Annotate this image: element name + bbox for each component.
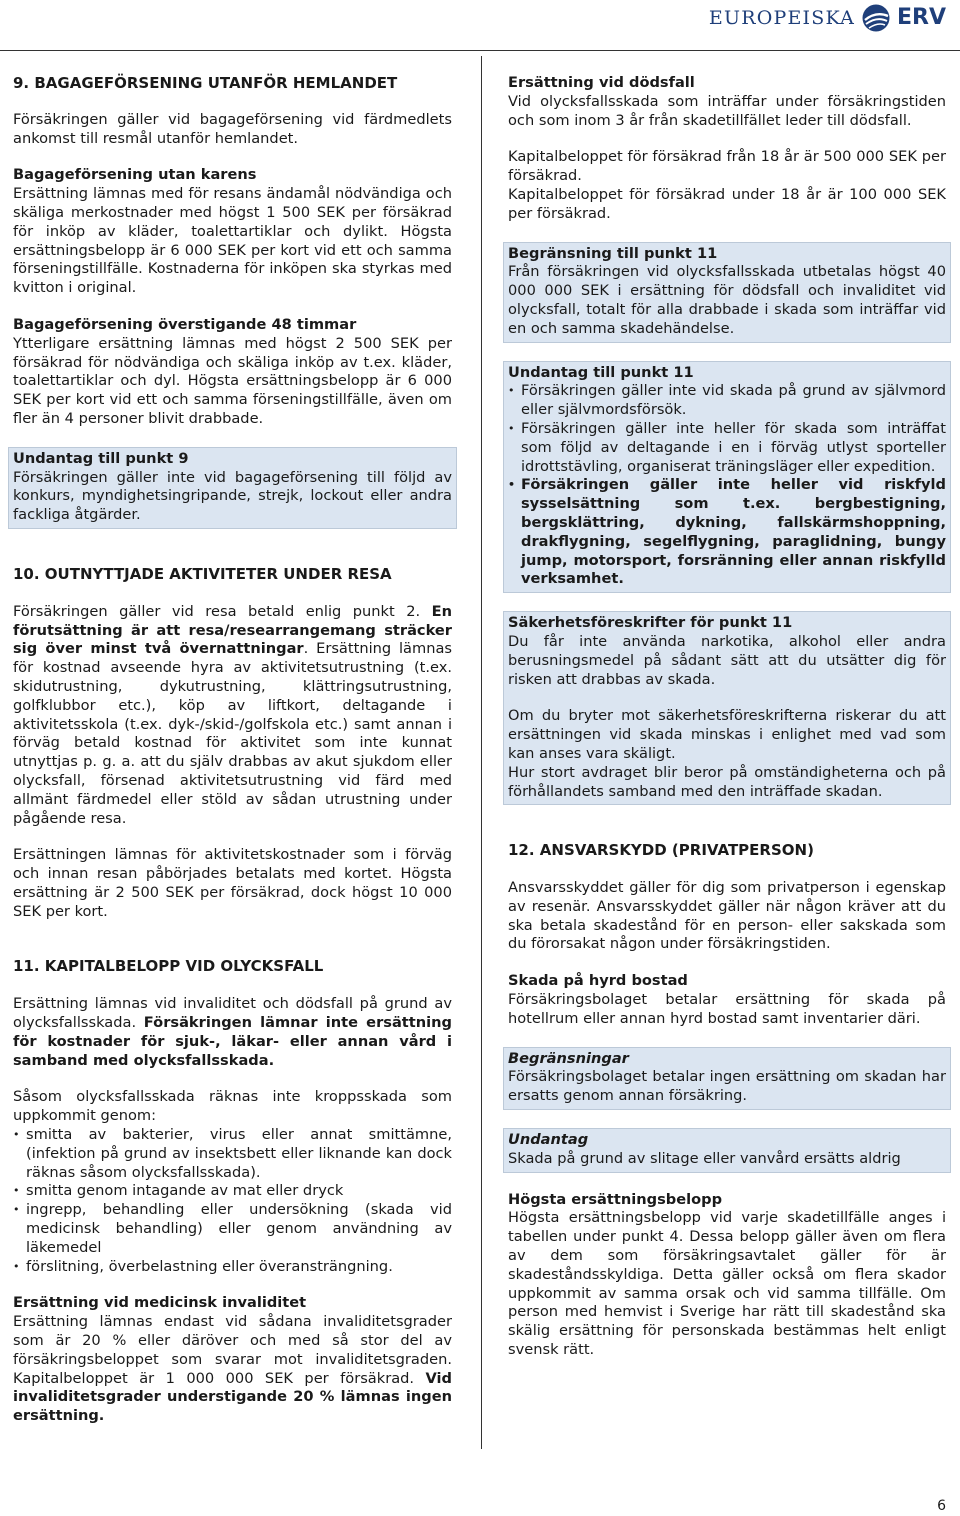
section-11-paragraph-3 [13, 1313, 452, 1426]
section-10-paragraph-2: Ersättningen lämnas för aktivitetskostnader som i förväg och innan resan påbörjades betalats med kortet. Högsta ersättning är 2 500 SEK per försäkrad, dock högst 10 000 SEK per kort. [13, 846, 452, 920]
section-11-exclusion-list [13, 1126, 452, 1276]
death-benefit-heading: Ersättning vid dödsfall [508, 74, 695, 91]
section-10-paragraph-1 [13, 603, 452, 829]
list-item: • smitta av bakterier, virus eller annat smittämne, (infektion på grund av insektsbett eller liknande kan dock räknas såsom olycksfallsskada). [13, 1126, 452, 1182]
section-11-text-3b: Vid invaliditetsgrader understigande 20 % lämnas ingen ersättning. [13, 1369, 452, 1425]
section-11-text-3a: Ersättning lämnas endast vid sådana invaliditetsgrader som är 20 % eller däröver och med så stor del av försäkringsbeloppet som svarar mot invaliditetsgraden. Kapitalbeloppet är 1 000 000 SEK per försäkrad. [13, 1313, 452, 1387]
section-10-text-a: Försäkringen gäller vid resa betald enlig punkt 2. [13, 602, 432, 620]
section-12-subheading-rental: Skada på hyrd bostad [508, 972, 688, 990]
safety-rules-box [503, 611, 951, 805]
exception-11-list [508, 382, 946, 589]
section-12-title: 12. ANSVARSKYDD (PRIVATPERSON) [508, 841, 814, 860]
brand-short-name: ERV [897, 4, 946, 30]
section-11-title: 11. KAPITALBELOPP VID OLYCKSFALL [13, 957, 324, 976]
section-12-limitations-box [503, 1047, 951, 1110]
exception-11-box [503, 361, 951, 594]
safety-rules-text-3: Hur stort avdraget blir beror på omständigheterna och på förhållandets samband med den inträffade skadan. [508, 763, 946, 800]
column-divider [481, 56, 482, 1449]
section-9-subheading-1: Bagageförsening utan karens [13, 166, 257, 184]
list-item: • förslitning, överbelastning eller överansträngning. [13, 1258, 452, 1277]
brand-logo [709, 3, 946, 33]
right-column [508, 74, 946, 1360]
section-9-title: 9. BAGAGEFÖRSENING UTANFÖR HEMLANDET [13, 74, 398, 92]
section-9-exception-text: Försäkringen gäller inte vid bagageförsening till följd av konkurs, myndighetsingripande, strejk, lockout eller andra fackliga åtgärder. [13, 468, 452, 524]
list-item: • Försäkringen gäller inte heller vid riskfyld sysselsättning som t.ex. bergbestigning, bergsklättring, dykning, fallskärmshoppning, drakflygning, segelflygning, paraglidning, bungy jump, motorsport, forsränning eller annan riskfylld verksamhet. [508, 476, 946, 589]
header-rule [0, 50, 960, 51]
death-benefit-minor: Kapitalbeloppet för försäkrad under 18 år är 100 000 SEK per försäkrad. [508, 185, 946, 222]
section-9-exception-heading: Undantag till punkt 9 [13, 449, 189, 467]
section-11-text-bold: Försäkringen lämnar inte ersättning för kostnader för sjuk-, läkar- eller annan vård i samband med olycksfallsskada. [13, 1014, 452, 1069]
section-9-intro: Försäkringen gäller vid bagageförsening vid färdmedlets ankomst till resmål utanför hemlandet. [13, 110, 452, 147]
section-12-paragraph-1: Ansvarsskyddet gäller för dig som privatperson i egenskap av resenär. Ansvarsskyddet gäller när någon kräver att du ska betala skadestånd för en person- eller sakskada som du förorsakat någon under försäkringstiden. [508, 879, 946, 953]
section-9-paragraph-1: Ersättning lämnas med för resans ändamål nödvändiga och skäliga merkostnader med högst 1 500 SEK per försäkrad för inköp av kläder, toalettartiklar och dylikt. Högsta ersättningsbelopp är 6 000 SEK per kort vid ett och samma förseningstillfälle. Kostnaderna för inköpen ska styrkas med kvitton i original. [13, 185, 452, 297]
section-11-subheading-invaliditet: Ersättning vid medicinsk invaliditet [13, 1294, 307, 1312]
brand-name: EUROPEISKA [708, 6, 855, 29]
section-11-paragraph-1 [13, 995, 452, 1070]
limitation-box [503, 242, 951, 343]
death-benefit-text: Vid olycksfallsskada som inträffar under försäkringstiden och som inom 3 år från skadetillfället leder till dödsfall. [508, 92, 946, 129]
limitation-text: Från försäkringen vid olycksfallsskada utbetalas högst 40 000 000 SEK i ersättning för dödsfall och invaliditet vid olycksfall, totalt för alla drabbade i skada som inträffar vid en och samma skadehändelse. [508, 263, 946, 337]
left-column [13, 74, 452, 1426]
section-10-text-c: . Ersättning lämnas för kostnad avseende hyra av aktivitetsutrustning (t.ex. skidutrustning, dykutrustning, klättringsutrustning, golfklubbor etc.), köp av liftkort, deltagande i aktivitetsskola (t.ex. dyk-/skid-/golfskola etc.) samt annan i förväg betald kostnad för aktivitet som inte kunnat utnyttjas p. g. a. att du själv drabbas av akut sjukdom eller olycksfall, försenad aktivitetsutrustning vid färd med allmänt färdmedel eller stöld av sådan utrustning under pågående resa. [13, 640, 452, 827]
list-item: • Försäkringen gäller inte vid skada på grund av självmord eller självmordsförsök. [508, 382, 946, 420]
section-12-exception-heading: Undantag [508, 1131, 589, 1149]
section-10-title: 10. OUTNYTTJADE AKTIVITETER UNDER RESA [13, 564, 392, 583]
list-item: • smitta genom intagande av mat eller dryck [13, 1182, 452, 1201]
section-10-text-bold: En förutsättning är att resa/researrangemang sträcker sig över minst två övernattningar [13, 602, 452, 658]
section-12-paragraph-5: Högsta ersättningsbelopp vid varje skadetillfälle anges i tabellen under punkt 4. Dessa belopp gäller även om flera av dem som försäkringsavtalet gäller för är skadeståndsskyldiga. Detta gäller också om flera skador uppkommit av samma orsak och vid samma tillfälle. Om person med hemvist i Sverige har rätt till skadestånd ska skälig ersättning för personskada bestämmas helt enligt svensk rätt. [508, 1209, 946, 1359]
safety-rules-heading: Säkerhetsföreskrifter för punkt 11 [508, 614, 793, 632]
safety-rules-text-1: Du får inte använda narkotika, alkohol eller andra berusningsmedel på sådant sätt att du utsätter dig för risken att drabbas av skada. [508, 632, 946, 688]
section-12-subheading-max: Högsta ersättningsbelopp [508, 1190, 723, 1208]
section-9-paragraph-2: Ytterligare ersättning lämnas med högst 2 500 SEK per försäkrad för nödvändiga och skäliga inköp av t.ex. kläder, toalettartiklar och dyl. Högsta ersättningsbelopp är 6 000 SEK per kort vid ett och samma förseningstillfälle, även om fler än 4 personer blivit drabbade. [13, 334, 452, 427]
safety-rules-text-2: Om du bryter mot säkerhetsföreskrifterna riskerar du att ersättningen vid skada minskas i enlighet med vad som kan anses vara skäligt. [508, 707, 946, 762]
section-11-text-a: Ersättning lämnas vid invaliditet och dödsfall på grund av olycksfallsskada. [13, 995, 452, 1032]
list-item: • Försäkringen gäller inte heller för skada som inträffat som följd av deltagande i en i förväg utlyst sporteller idrottstävling, organiserat träningsläger eller expedition. [508, 420, 946, 476]
section-12-limitations-text: Försäkringsbolaget betalar ingen ersättning om skadan har ersatts genom annan försäkring. [508, 1068, 946, 1105]
list-item: • ingrepp, behandling eller undersökning (skada vid medicinsk behandling) eller genom användning av läkemedel [13, 1201, 452, 1257]
globe-logo-icon [861, 3, 891, 33]
exception-11-heading: Undantag till punkt 11 [508, 363, 694, 381]
death-benefit-adult: Kapitalbeloppet för försäkrad från 18 år är 500 000 SEK per försäkrad. [508, 148, 946, 185]
section-9-exception-box [8, 447, 457, 529]
section-11-paragraph-2: Såsom olycksfallsskada räknas inte kroppsskada som uppkommit genom: [13, 1088, 452, 1125]
section-12-limitations-heading: Begränsningar [508, 1049, 629, 1067]
section-12-exception-box [503, 1128, 951, 1173]
limitation-heading: Begränsning till punkt 11 [508, 244, 718, 262]
section-12-exception-text: Skada på grund av slitage eller vanvård ersätts aldrig [508, 1149, 901, 1167]
section-9-subheading-2: Bagageförsening överstigande 48 timmar [13, 315, 357, 333]
page-number: 6 [937, 1498, 946, 1514]
section-12-paragraph-2: Försäkringsbolaget betalar ersättning för skada på hotellrum eller annan hyrd bostad samt inventarier däri. [508, 991, 946, 1027]
